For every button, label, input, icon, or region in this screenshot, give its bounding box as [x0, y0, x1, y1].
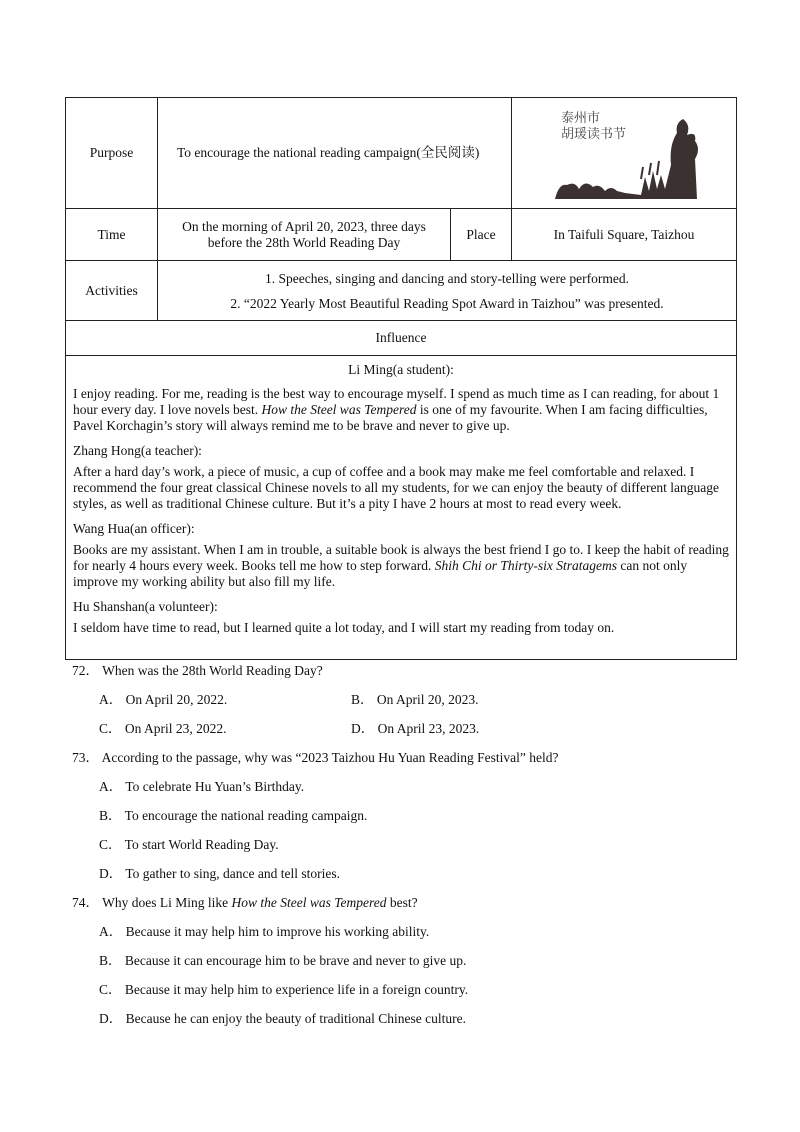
influence-comments: [66, 356, 737, 660]
question-74-stem: 74． Why does Li Ming like How the Steel was Tempered best?: [72, 895, 418, 910]
wang-hua-comment: Books are my assistant. When I am in trouble, a suitable book is always the best friend I go to. I keep the habit of reading for nearly 4 hours every week. Books tell me how to step forward. Shih Chi or Thirty-six Stratagems can not only improve my working ability but also fill my life.: [73, 542, 729, 589]
option-a[interactable]: A． To celebrate Hu Yuan’s Birthday.: [99, 779, 305, 794]
time-row: [66, 209, 737, 261]
activity-item: 2. “2022 Yearly Most Beautiful Reading Spot Award in Taizhou” was presented.: [230, 295, 664, 311]
question-73-stem: 73． According to the passage, why was “2023 Taizhou Hu Yuan Reading Festival” held?: [72, 750, 559, 765]
option-b[interactable]: B． On April 20, 2023.: [351, 692, 479, 707]
time-label: Time: [66, 209, 158, 261]
speaker-hu-shanshan: Hu Shanshan(a volunteer):: [73, 599, 218, 614]
option-b[interactable]: B． Because it can encourage him to be brave and never to give up.: [99, 953, 467, 968]
option-c[interactable]: C． Because it may help him to experience life in a foreign country.: [99, 982, 469, 997]
purpose-row: [66, 98, 737, 209]
option-c[interactable]: C． On April 23, 2022.: [99, 721, 227, 736]
question-72-options: [99, 691, 732, 738]
cactus-silhouette-icon: [545, 105, 703, 201]
festival-logo: [512, 98, 737, 209]
zhang-hong-comment: After a hard day’s work, a piece of music, a cup of coffee and a book may make me feel comfortable and relaxed. I recommend the four great classical Chinese novels to all my students, for we can enjoy the beauty of different language styles, as well as traditional Chinese culture. But it’s a pity I have 2 hours at most to read every week.: [73, 464, 720, 511]
book-title: How the Steel was Tempered: [261, 402, 417, 417]
activities-label: Activities: [66, 261, 158, 321]
question-72-stem: 72． When was the 28th World Reading Day?: [72, 663, 323, 678]
info-table: [65, 97, 737, 660]
time-value: On the morning of April 20, 2023, three days before the 28th World Reading Day: [158, 209, 451, 261]
li-ming-comment: I enjoy reading. For me, reading is the best way to encourage myself. I spend as much time as I can reading, for about 1 hour every day. I love novels best. How the Steel was Tempered is one of my favourite. When I am facing difficulties, Pavel Korchagin’s story will always remind me to be brave and never to give up.: [73, 386, 720, 433]
option-d[interactable]: D． Because he can enjoy the beauty of traditional Chinese culture.: [99, 1011, 466, 1026]
speaker-zhang-hong: Zhang Hong(a teacher):: [73, 443, 202, 458]
option-a[interactable]: A． Because it may help him to improve his working ability.: [99, 924, 430, 939]
option-a[interactable]: A． On April 20, 2022.: [99, 692, 228, 707]
activities-list: [158, 261, 737, 321]
question-74-options: [99, 923, 732, 1028]
logo-text-line2: 胡瑗读书节: [561, 127, 627, 142]
option-d[interactable]: D． To gather to sing, dance and tell stories.: [99, 866, 341, 881]
option-b[interactable]: B． To encourage the national reading campaign.: [99, 808, 368, 823]
purpose-label: Purpose: [66, 98, 158, 209]
logo-text-line1: 泰州市: [561, 111, 601, 126]
activity-item: 1. Speeches, singing and dancing and story-telling were performed.: [264, 270, 630, 286]
influence-body-row: [66, 356, 737, 660]
option-c[interactable]: C． To start World Reading Day.: [99, 837, 279, 852]
influence-header-row: [66, 321, 737, 356]
place-value: In Taifuli Square, Taizhou: [512, 209, 737, 261]
book-title: How the Steel was Tempered: [231, 895, 387, 910]
questions-section: [72, 662, 732, 1028]
purpose-value: To encourage the national reading campaign(全民阅读): [158, 98, 512, 209]
speaker-wang-hua: Wang Hua(an officer):: [73, 521, 195, 536]
influence-label: Influence: [66, 321, 737, 356]
speaker-li-ming: Li Ming(a student):: [348, 362, 454, 377]
hu-shanshan-comment: I seldom have time to read, but I learned quite a lot today, and I will start my reading from today on.: [73, 620, 615, 635]
place-label: Place: [451, 209, 512, 261]
question-73-options: [99, 778, 732, 883]
option-d[interactable]: D． On April 23, 2023.: [351, 721, 480, 736]
activities-row: [66, 261, 737, 321]
book-title: Shih Chi or Thirty-six Stratagems: [434, 558, 618, 573]
